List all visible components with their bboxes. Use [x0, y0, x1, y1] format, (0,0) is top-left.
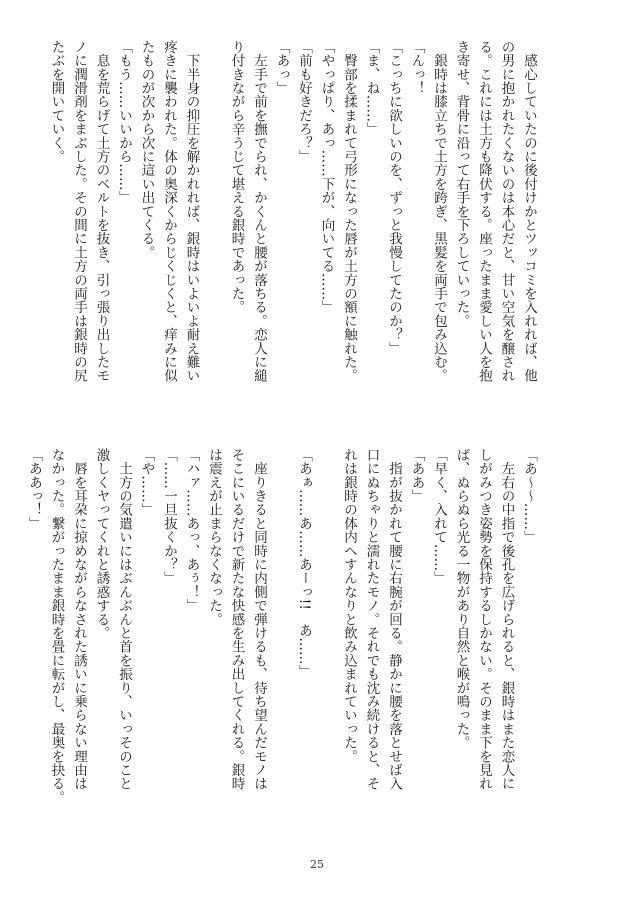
lower-text-line: 口にぬちゃりと濡れたモノ。それでも沈み続けると、そ	[363, 448, 380, 791]
lower-text-line: なかった。繋がったまま銀時を畳に転がし、最奥を抉る。	[48, 448, 65, 805]
upper-text-line: 臀部を揉まれて弓形になった唇が土方の額に触れた。	[341, 40, 357, 383]
lower-text-line: 「……一旦抜くか？」	[161, 448, 177, 585]
lower-text-line: 座りきると同時に内側で弾けるも、待ち望んだモノは	[251, 448, 267, 791]
upper-text-line: 「もう……いいから……」	[116, 40, 132, 205]
upper-text-line: ノに潤滑剤をまぶした。その間に土方の両手は銀時の尻	[71, 40, 87, 383]
lower-text-line: 唇を耳朶に掠めながらなされた誘いに乗らない理由は	[71, 448, 87, 791]
upper-text-line: る。これには土方も降伏する。座ったまま愛しい人を抱	[476, 40, 492, 383]
lower-text-line: 左右の中指で後孔を広げられると、銀時はまた恋人に	[498, 448, 515, 791]
lower-text-line: ば、ぬらぬら光る一物があり自然と喉が鳴った。	[453, 448, 470, 750]
lower-text-line: 激しくヤってくれと誘惑する。	[93, 448, 110, 640]
upper-text-line: たものが次から次に這い出てくる。	[138, 40, 155, 260]
lower-text-line: しがみつき姿勢を保持するしかない。そのまま下を見れ	[476, 448, 492, 791]
upper-text-line: たぶを開いていく。	[48, 40, 65, 164]
upper-text-line: 「あっ」	[273, 40, 290, 95]
lower-text-line: 「あぁ……あ……あーっ!! あ……」	[296, 448, 312, 679]
lower-text-line	[270, 448, 293, 828]
lower-text-line: 指が抜かれて腰に右腕が回る。静かに腰を落とせば入	[386, 448, 402, 791]
lower-text-block	[23, 448, 541, 828]
lower-text-line: 土方の気遣いにはぶんぶんと首を振り、いっそのこと	[116, 448, 132, 791]
page-number: 25	[310, 858, 324, 871]
upper-text-line: 息を荒らげて土方のベルトを抜き、引っ張り出したモ	[93, 40, 110, 383]
upper-text-line: 「んっ！	[408, 40, 425, 95]
lower-text-line: 「早く、入れて……」	[431, 448, 447, 585]
upper-text-line: の男に抱かれたくないのは本心だと、甘い空気を醸され	[498, 40, 515, 383]
lower-text-line: は震えが止まらなくなった。	[206, 448, 222, 627]
upper-text-line: 「ま、ね……」	[363, 40, 380, 136]
upper-text-line: 「こっちに欲しいのを、ずっと我慢してたのか？」	[386, 40, 402, 356]
upper-text-line: 感心していたのに後付けかとツッコミを入れれば、他	[521, 40, 537, 383]
upper-text-line: き寄せ、背骨に沿って右手を下ろしていった。	[453, 40, 470, 328]
upper-text-line: 「やっぱり、あっ……下が、向いてる……」	[318, 40, 335, 314]
lower-text-line: そこにいるだけで新たな快感を生み出してくれる。銀時	[228, 448, 245, 791]
upper-text-line: 疼きに襲われた。体の奥深くからじくじくと、痒みに似	[161, 40, 177, 383]
upper-text-line: 下半身の抑圧を解かれれば、銀時はいよいよ耐え難い	[183, 40, 200, 383]
upper-text-line: 左手で前を撫でられ、かくんと腰が落ちる。恋人に縋	[251, 40, 267, 383]
upper-text-line: り付きながら辛うじて堪える銀時であった。	[228, 40, 245, 314]
upper-text-line: 「前も好きだろ？」	[296, 40, 312, 164]
lower-text-line: 「ああっ！」	[26, 448, 42, 531]
lower-text-line: 「あ～～……」	[521, 448, 537, 544]
upper-text-block	[45, 40, 540, 420]
lower-text-line: 「ああ」	[408, 448, 425, 503]
lower-text-line	[315, 448, 338, 828]
lower-text-line: れは銀時の体内へすんなりと飲み込まれていった。	[341, 448, 357, 764]
lower-text-line: 「や……」	[138, 448, 155, 517]
upper-text-line	[203, 40, 226, 420]
lower-text-line: 「ハァ……あっ、あぅ！」	[183, 448, 200, 613]
upper-text-line: 銀時は膝立ちで土方を跨ぎ、黒髪を両手で包み込む。	[431, 40, 447, 383]
